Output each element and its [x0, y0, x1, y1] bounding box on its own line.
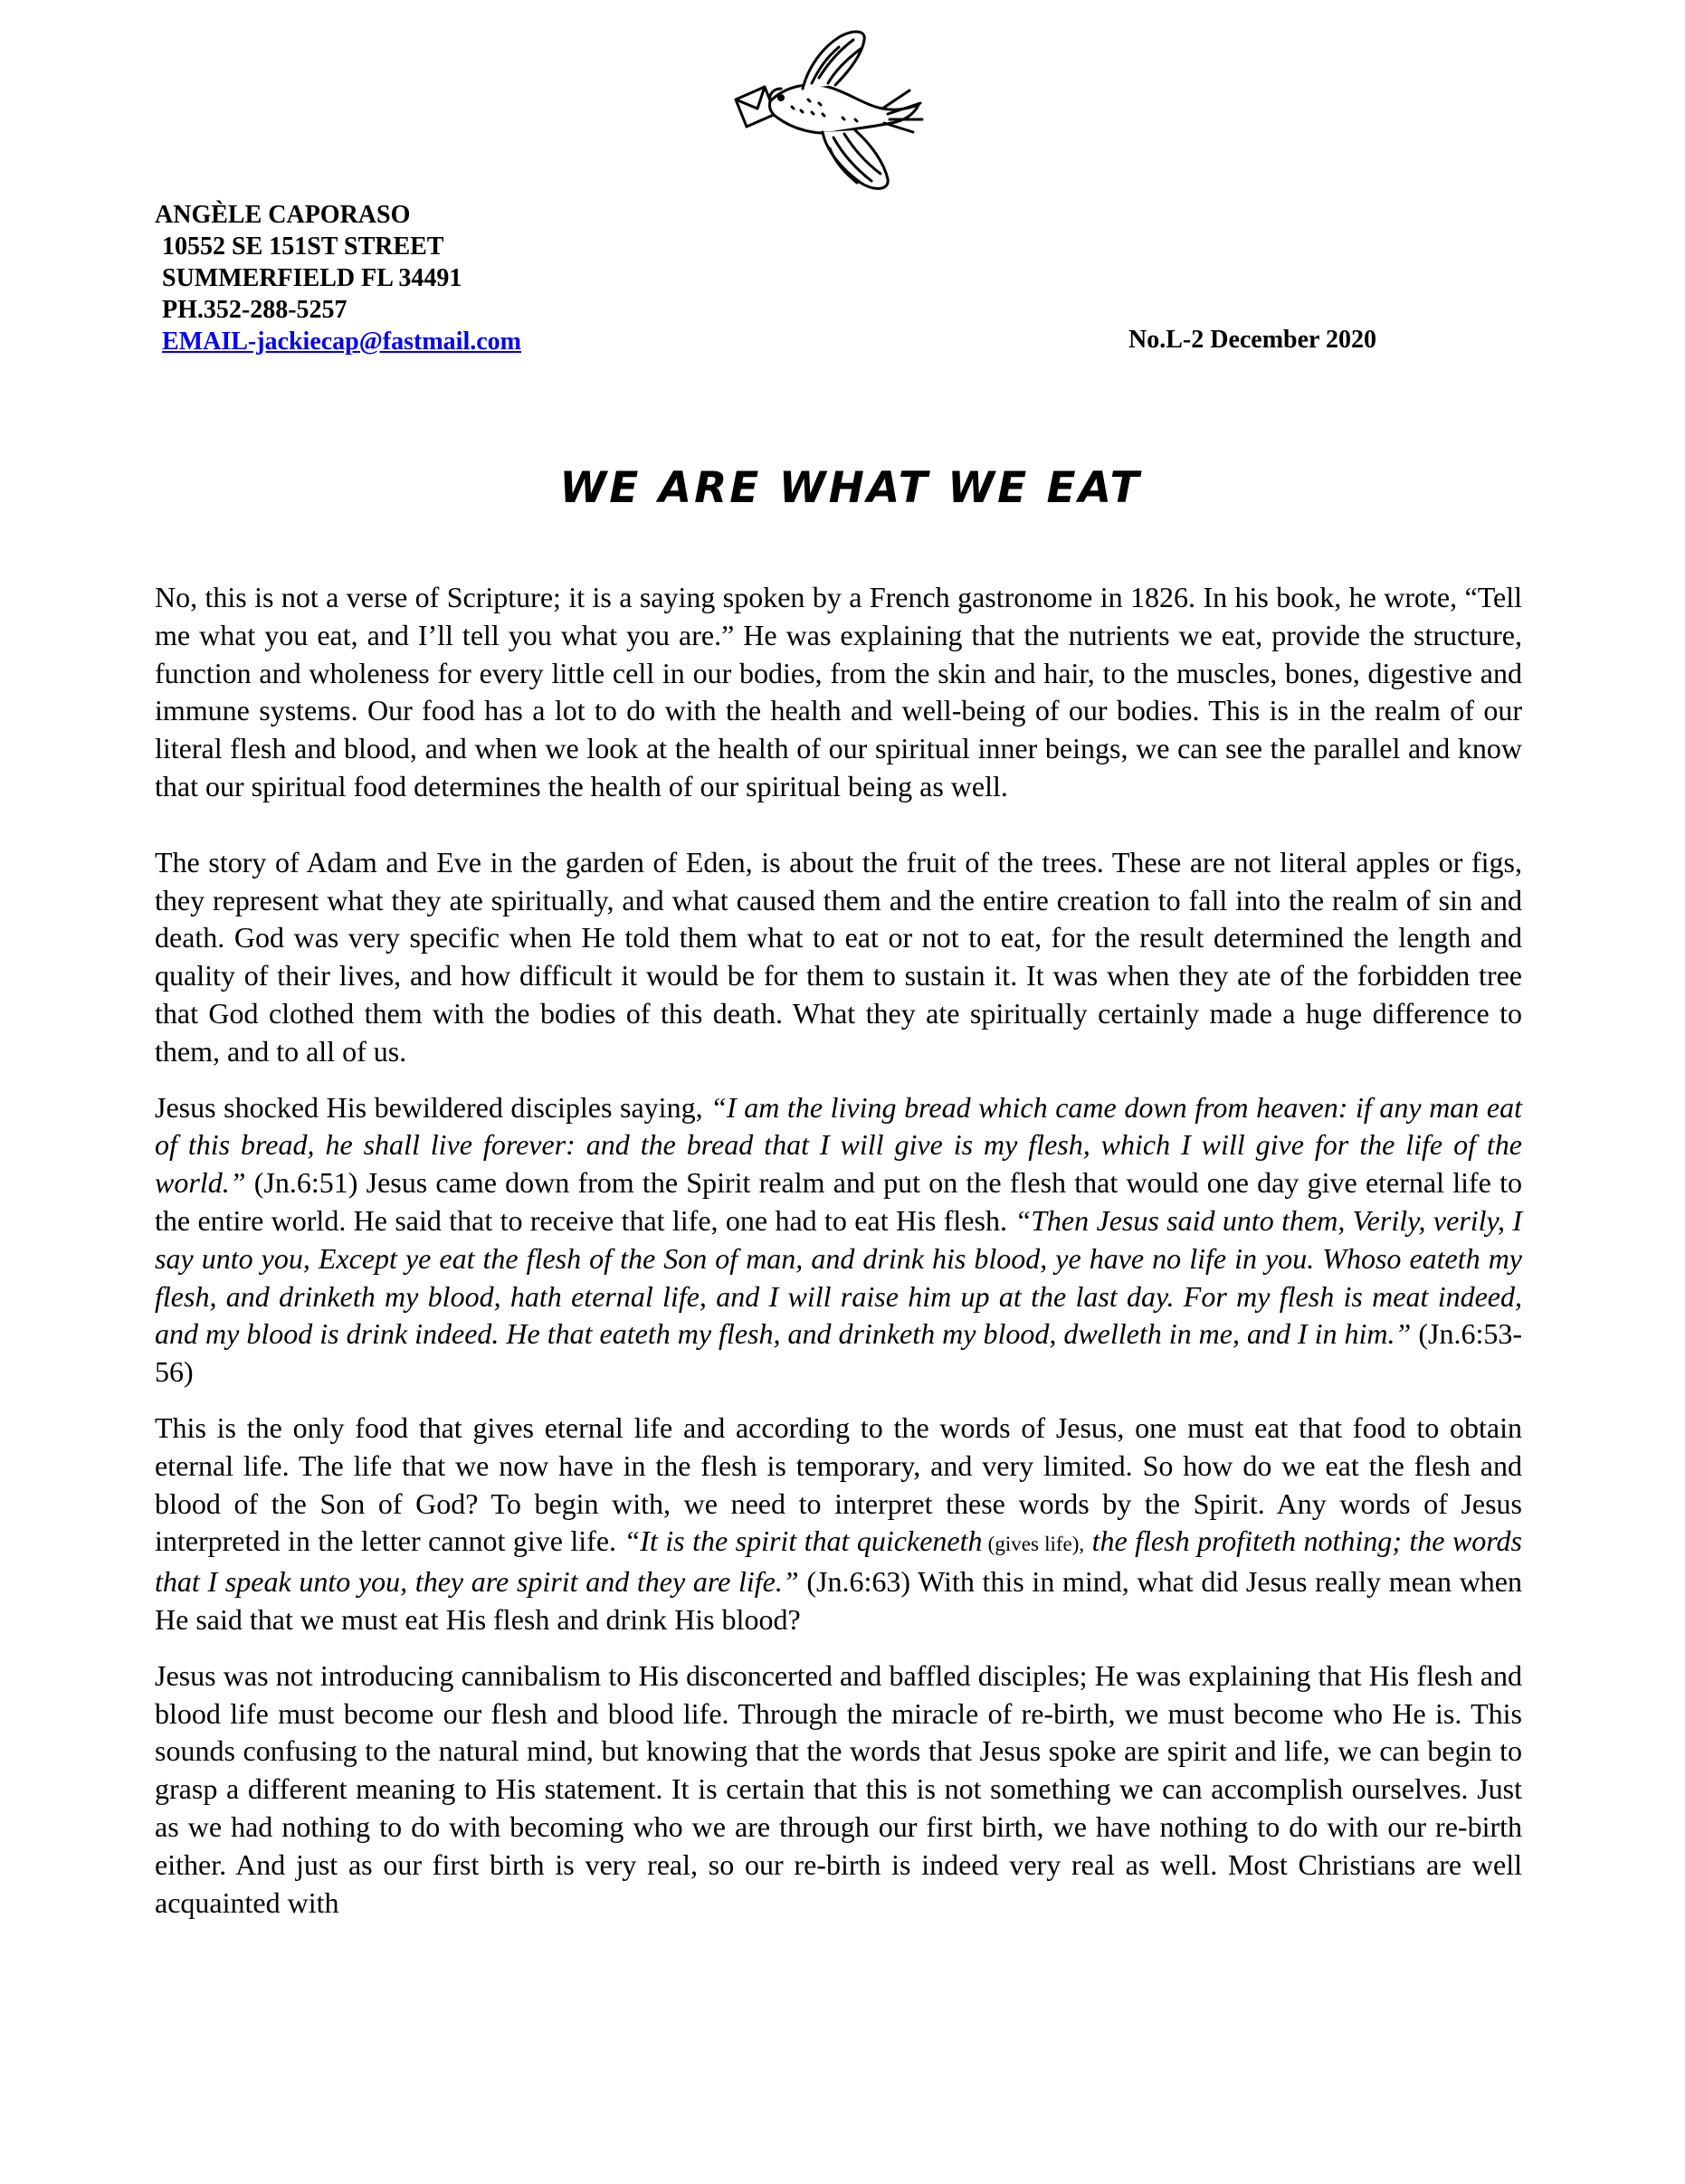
- paragraph-3-reference: (Jn.6:53-56): [155, 1317, 1523, 1389]
- paragraph-4-gloss: (gives life),: [982, 1533, 1085, 1556]
- paragraph-3-text-a: Jesus shocked His bewildered disciples saying,: [155, 1090, 711, 1124]
- scripture-quote-jn-6-63-end: the flesh profiteth nothing; the words that I speak unto you, they are spirit and they are life.”: [155, 1524, 1523, 1599]
- scripture-quote-jn-6-53-56: “Then Jesus said unto them, Verily, verily, I say unto you, Except ye eat the flesh of the Son of man, and drink his blood, ye have no life in you. Whoso eateth my flesh, and drinketh my blood, hath eternal life, and I will raise him up at the last day. For my flesh is meat indeed, and my blood is drink indeed. He that eateth my flesh, and drinketh my blood, dwelleth in me, and I in him.”: [155, 1203, 1523, 1351]
- paragraph-4-text-a: This is the only food that gives eternal life and according to the words of Jesus, one must eat that food to obtain eternal life. The life that we now have in the flesh is temporary, and very limited. So how do we eat the flesh and blood of the Son of God? To begin with, we need to interpret these words by the Spirit. Any words of Jesus interpreted in the letter cannot give life.: [155, 1410, 1522, 1558]
- sender-address: [155, 199, 521, 357]
- paragraph-4: [155, 1410, 1522, 1639]
- sender-email-link[interactable]: EMAIL-jackiecap@fastmail.com: [162, 328, 521, 356]
- sender-street: 10552 SE 151ST STREET: [162, 233, 444, 261]
- scripture-quote-jn-6-63-start: “It is the spirit that quickeneth: [624, 1524, 983, 1558]
- paragraph-3: [155, 1089, 1522, 1391]
- paragraph-2: The story of Adam and Eve in the garden of Eden, is about the fruit of the trees. These are not literal apples or figs, they represent what they ate spiritually, and what caused them and the entire creation to fall into the realm of sin and death. God was very specific when He told them what to eat or not to eat, for the result determined the length and quality of their lives, and how difficult it would be for them to sustain it. It was when they ate of the forbidden tree that God clothed them with the bodies of this death. What they ate spiritually certainly made a huge difference to them, and to all of us.: [155, 845, 1522, 1068]
- paragraph-1: No, this is not a verse of Scripture; it is a saying spoken by a French gastronome in 1826. In his book, he wrote, “Tell me what you eat, and I’ll tell you what you are.” He was explaining that the nutrients we eat, provide the structure, function and wholeness for every little cell in our bodies, from the skin and hair, to the muscles, bones, digestive and immune systems. Our food has a lot to do with the health and well-being of our bodies. This is in the realm of our literal flesh and blood, and when we look at the health of our spiritual inner beings, we can see the parallel and know that our spiritual food determines the health of our spiritual being as well.: [155, 581, 1522, 802]
- sender-city: SUMMERFIELD FL 34491: [162, 264, 462, 292]
- dove-letter-icon: [728, 27, 932, 195]
- paragraph-4-text-e: (Jn.6:63) With this in mind, what did Jesus really mean when He said that we must eat His flesh and drink His blood?: [155, 1565, 1523, 1636]
- scripture-quote-jn-6-51: “I am the living bread which came down from heaven: if any man eat of this bread, he shall live forever: and the bread that I will give is my flesh, which I will give for the life of the world.”: [155, 1090, 1523, 1200]
- paragraph-3-text-c: (Jn.6:51) Jesus came down from the Spirit realm and put on the flesh that would one day give eternal life to the entire world. He said that to receive that life, one had to eat His flesh.: [155, 1166, 1522, 1237]
- article-title: WE ARE WHAT WE EAT: [559, 463, 1142, 513]
- issue-number-date: No.L-2 December 2020: [1128, 326, 1376, 354]
- sender-name: ANGÈLE CAPORASO: [155, 201, 411, 229]
- article-body: [155, 579, 1522, 1922]
- sender-phone: PH.352-288-5257: [162, 296, 347, 324]
- paragraph-5: Jesus was not introducing cannibalism to His disconcerted and baffled disciples; He was explaining that His flesh and blood life must become our flesh and blood life. Through the miracle of re-birth, we must become who He is. This sounds confusing to the natural mind, but knowing that the words that Jesus spoke are spirit and life, we can begin to grasp a different meaning to His statement. It is certain that this is not something we can accomplish ourselves. Just as we had nothing to do with becoming who we are through our first birth, we have nothing to do with our re-birth either. And just as our first birth is very real, so our re-birth is indeed very real as well. Most Christians are well acquainted with: [155, 1658, 1522, 1919]
